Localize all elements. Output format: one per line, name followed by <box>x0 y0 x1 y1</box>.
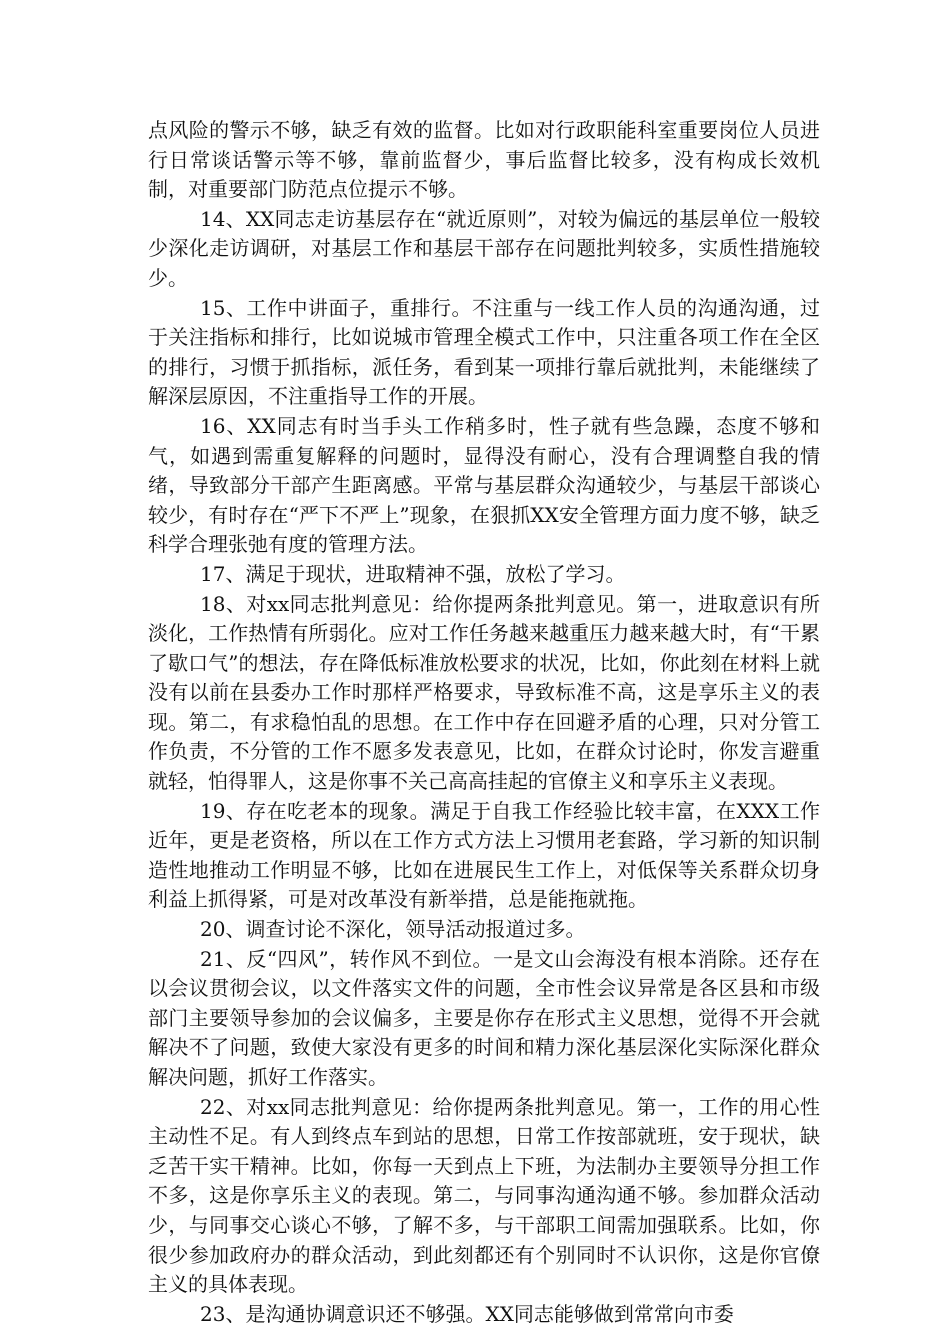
paragraph-17: 17、满足于现状，进取精神不强，放松了学习。 <box>200 561 626 586</box>
paragraph-15: 15、工作中讲面子，重排行。不注重与一线工作人员的沟通沟通，过于关注指标和排行，比如说城市管理全模式工作中，只注重各项工作在全区的排行，习惯于抓指标，派任务，看到某一项排行靠后就批判，未能继续了解深层原因，不注重指导工作的开展。 <box>148 295 820 409</box>
paragraph-21: 21、反“四风”，转作风不到位。一是文山会海没有根本消除。还存在以会议贯彻会议，以文件落实文件的问题，全市性会议异常是各区县和市级部门主要领导参加的会议偏多，主要是你存在形式主义思想，觉得不开会就解决不了问题，致使大家没有更多的时间和精力深化基层深化实际深化群众解决问题，抓好工作落实。 <box>148 946 820 1089</box>
paragraph-22: 22、对xx同志批判意见：给你提两条批判意见。第一，工作的用心性主动性不足。有人到终点车到站的思想，日常工作按部就班，安于现状，缺乏苦干实干精神。比如，你每一天到点上下班，为法制办主要领导分担工作不多，这是你享乐主义的表现。第二，与同事沟通沟通不够。参加群众活动少，与同事交心谈心不够，了解不多，与干部职工间需加强联系。比如，你很少参加政府办的群众活动，到此刻都还有个别同时不认识你，这是你官僚主义的具体表现。 <box>148 1094 820 1297</box>
paragraph-16: 16、XX同志有时当手头工作稍多时，性子就有些急躁，态度不够和气，如遇到需重复解释的问题时，显得没有耐心，没有合理调整自我的情绪，导致部分干部产生距离感。平常与基层群众沟通较少，与基层干部谈心较少，有时存在“严下不严上”现象，在狠抓XX安全管理方面力度不够，缺乏科学合理张弛有度的管理方法。 <box>148 413 820 557</box>
paragraph-20: 20、调查讨论不深化，领导活动报道过多。 <box>200 917 586 942</box>
paragraph-13-continued: 点风险的警示不够，缺乏有效的监督。比如对行政职能科室重要岗位人员进行日常谈话警示等不够，靠前监督少，事后监督比较多，没有构成长效机制，对重要部门防范点位提示不够。 <box>148 118 820 202</box>
paragraph-23: 23、是沟通协调意识还不够强。XX同志能够做到常常向市委 <box>200 1301 734 1326</box>
paragraph-14: 14、XX同志走访基层存在“就近原则”，对较为偏远的基层单位一般较少深化走访调研，对基层工作和基层干部存在问题批判较多，实质性措施较少。 <box>148 206 820 290</box>
paragraph-18: 18、对xx同志批判意见：给你提两条批判意见。第一，进取意识有所淡化，工作热情有所弱化。应对工作任务越来越重压力越来越大时，有“干累了歇口气”的想法，存在降低标准放松要求的状况，比如，你此刻在材料上就没有以前在县委办工作时那样严格要求，导致标准不高，这是享乐主义的表现。第二，有求稳怕乱的思想。在工作中存在回避矛盾的心理，只对分管工作负责，不分管的工作不愿多发表意见，比如，在群众讨论时，你发言避重就轻，怕得罪人，这是你事不关己高高挂起的官僚主义和享乐主义表现。 <box>148 591 820 794</box>
paragraph-19: 19、存在吃老本的现象。满足于自我工作经验比较丰富，在XXX工作近年，更是老资格，所以在工作方式方法上习惯用老套路，学习新的知识制造性地推动工作明显不够，比如在进展民生工作上，对低保等关系群众切身利益上抓得紧，可是对改革没有新举措，总是能拖就拖。 <box>148 798 820 912</box>
document-body <box>148 116 820 1329</box>
